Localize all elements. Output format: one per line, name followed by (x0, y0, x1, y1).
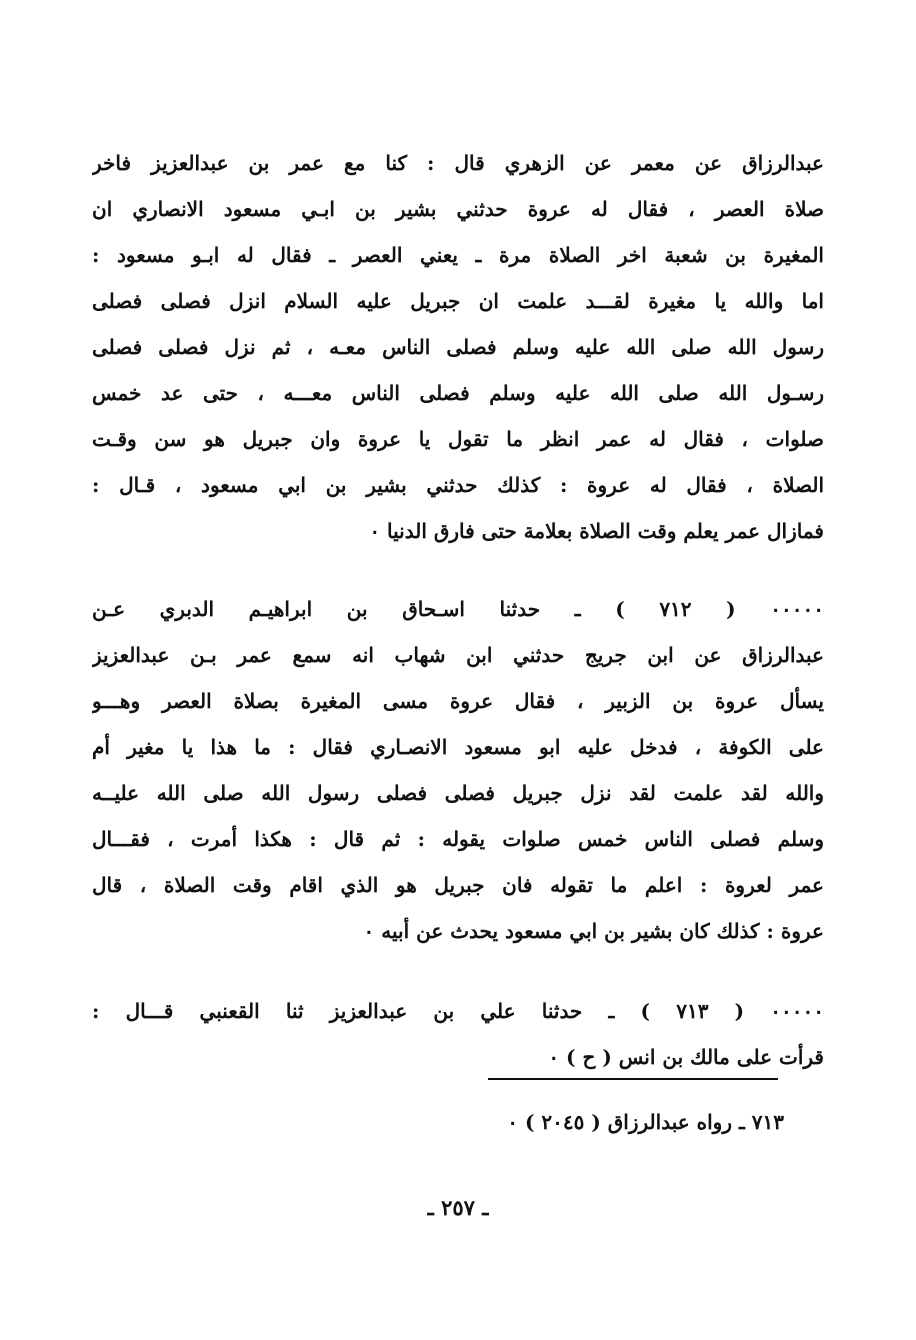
text-line: عبدالرزاق عن معمر عن الزهري قال : كنا مع عمر بن عبدالعزيز فاخر (92, 151, 824, 175)
paragraph-hadith-1 (92, 140, 824, 554)
text-line: وسلم فصلى الناس خمس صلوات يقوله : ثم قال : هكذا أمرت ، فقـــال (92, 827, 824, 851)
text-line: الصلاة ، فقال له عروة : كذلك حدثني بشير بن ابي مسعود ، قـال : (92, 473, 824, 497)
text-line: يسأل عروة بن الزبير ، فقال عروة مسى المغيرة بصلاة العصر وهـــو (92, 689, 824, 713)
text-line: المغيرة بن شعبة اخر الصلاة مرة ـ يعني العصر ـ فقال له ابـو مسعود : (92, 243, 824, 267)
text-line: ٠٠٠٠٠ ( ٧١٢ ) ـ حدثنا اسـحاق بن ابراهيـم الدبري عـن (92, 597, 824, 621)
text-line: عروة : كذلك كان بشير بن ابي مسعود يحدث عن أبيه ٠ (363, 919, 824, 943)
footnote: ٧١٣ ـ رواه عبدالرزاق ( ٢٠٤٥ ) ٠ (507, 1110, 784, 1134)
text-line: رسول الله صلى الله عليه وسلم فصلى الناس معـه ، ثم نزل فصلى فصلى (92, 335, 824, 359)
text-line: عمر لعروة : اعلم ما تقوله فان جبريل هو الذي اقام وقت الصلاة ، قال (92, 873, 824, 897)
text-line: قرأت على مالك بن انس ( ح ) ٠ (548, 1045, 824, 1069)
text-line: على الكوفة ، فدخل عليه ابو مسعود الانصـاري فقال : ما هذا يا مغير أم (92, 735, 824, 759)
footnote-divider (488, 1078, 778, 1080)
page-number: ـ ٢٥٧ ـ (427, 1195, 489, 1220)
text-line: صلوات ، فقال له عمر انظر ما تقول يا عروة وان جبريل هو سن وقـت (92, 427, 824, 451)
paragraph-hadith-713 (92, 988, 824, 1080)
text-line: اما والله يا مغيرة لقـــد علمت ان جبريل عليه السلام انزل فصلى فصلى (92, 289, 824, 313)
text-line: صلاة العصر ، فقال له عروة حدثني بشير بن ابـي مسعود الانصاري ان (92, 197, 824, 221)
text-line: والله لقد علمت لقد نزل جبريل فصلى فصلى رسول الله صلى الله عليــه (92, 781, 824, 805)
text-line: عبدالرزاق عن ابن جريج حدثني ابن شهاب انه سمع عمر بـن عبدالعزيز (92, 643, 824, 667)
text-line: فمازال عمر يعلم وقت الصلاة بعلامة حتى فارق الدنيا ٠ (369, 519, 824, 543)
text-line: ٠٠٠٠٠ ( ٧١٣ ) ـ حدثنا علي بن عبدالعزيز ثنا القعنبي قـــال : (92, 999, 824, 1023)
paragraph-hadith-712 (92, 586, 824, 954)
text-line: رسـول الله صلى الله عليه وسلم فصلى الناس معـــه ، حتى عد خمس (92, 381, 824, 405)
